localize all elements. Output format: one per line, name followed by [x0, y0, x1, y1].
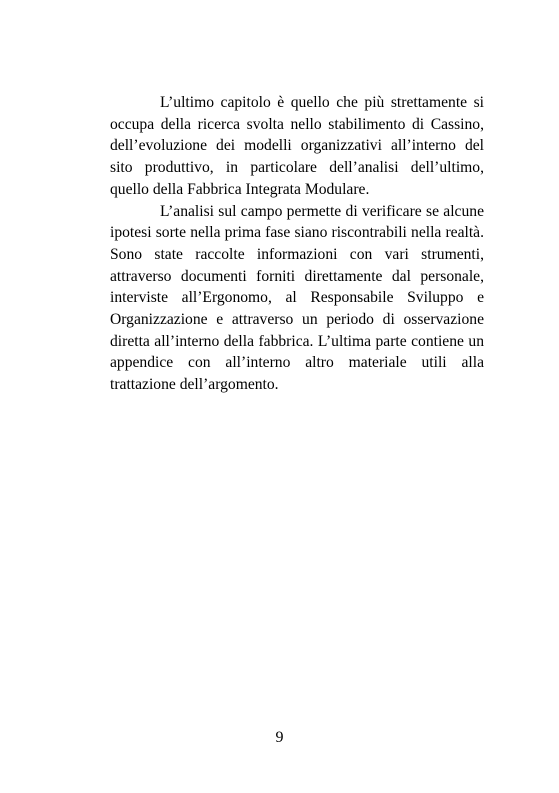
paragraph: L’ultimo capitolo è quello che più strettamente si occupa della ricerca svolta nello stabilimento di Cassino, dell’evoluzione dei modelli organizzativi all’interno del sito produttivo, in particolare dell’analisi dell’ultimo, quello della Fabbrica Integrata Modulare. [110, 94, 484, 198]
paragraph: L’analisi sul campo permette di verificare se alcune ipotesi sorte nella prima fase siano riscontrabili nella realtà. Sono state raccolte informazioni con vari strumenti, attraverso documenti forniti direttamente dal personale, interviste all’Ergonomo, al Responsabile Sviluppo e Organizzazione e attraverso un periodo di osservazione diretta all’interno della fabbrica. L’ultima parte contiene un appendice con all’interno altro materiale utili alla trattazione dell’argomento. [110, 202, 484, 394]
body-text [110, 92, 484, 396]
page-number: 9 [275, 729, 284, 746]
